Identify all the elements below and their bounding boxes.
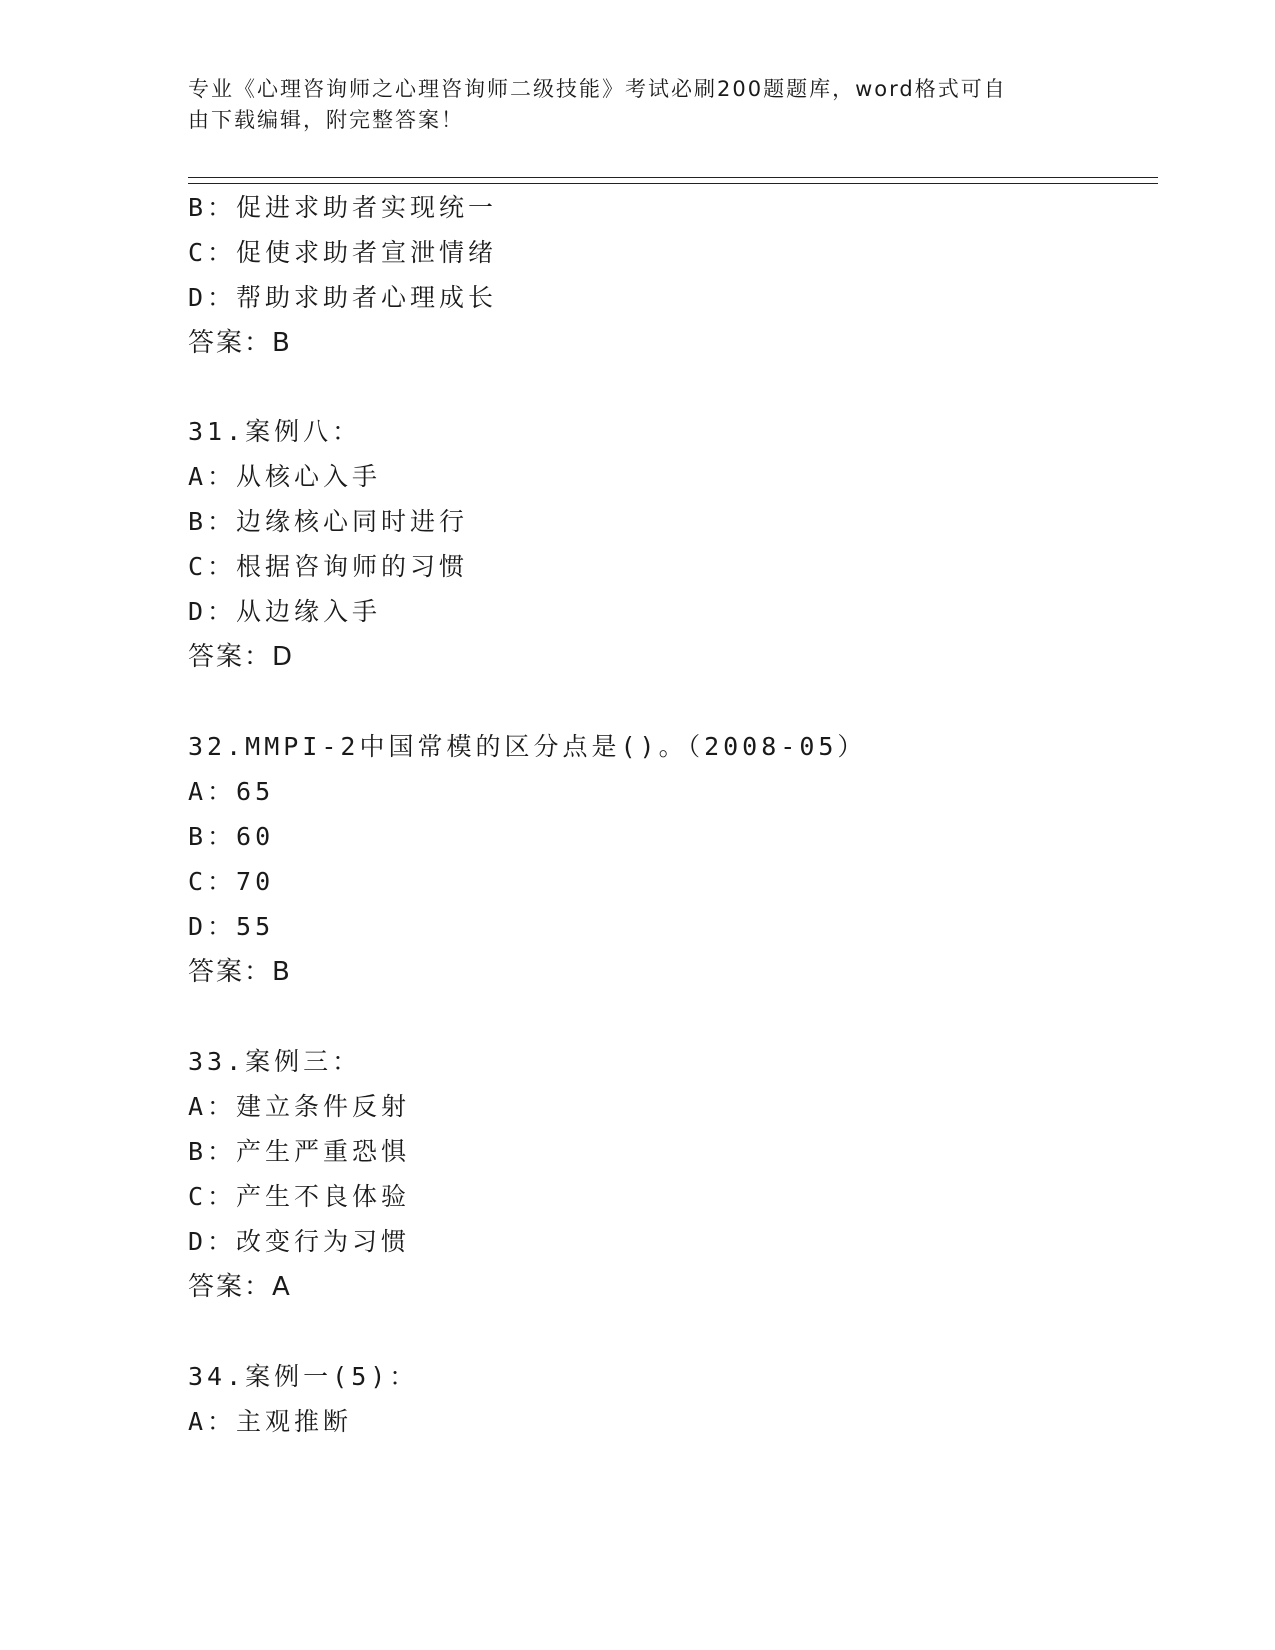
- option-c: C：根据咨询师的习惯: [188, 552, 469, 581]
- question-title: 32.MMPI-2中国常模的区分点是()。（2008-05）: [188, 732, 867, 761]
- option-c: C：产生不良体验: [188, 1182, 411, 1211]
- answer-line: 答案：B: [188, 957, 292, 987]
- option-b: B：边缘核心同时进行: [188, 507, 469, 536]
- option-b: B：60: [188, 822, 275, 851]
- option-a: A：主观推断: [188, 1407, 353, 1436]
- question-title: 31.案例八：: [188, 417, 362, 446]
- option-a: A：65: [188, 777, 275, 806]
- option-d: D：帮助求助者心理成长: [188, 283, 498, 312]
- header-line-2: 由下载编辑，附完整答案！: [188, 108, 464, 132]
- option-d: D：改变行为习惯: [188, 1227, 411, 1256]
- question-title: 33.案例三：: [188, 1047, 362, 1076]
- option-b: B：促进求助者实现统一: [188, 193, 498, 222]
- option-d: D：55: [188, 912, 275, 941]
- option-c: C：70: [188, 867, 275, 896]
- option-a: A：从核心入手: [188, 462, 382, 491]
- document-header: [188, 74, 1088, 136]
- header-line-1: 专业《心理咨询师之心理咨询师二级技能》考试必刷200题题库，word格式可自: [188, 77, 1007, 101]
- option-d: D：从边缘入手: [188, 597, 382, 626]
- answer-line: 答案：B: [188, 328, 292, 358]
- answer-line: 答案：A: [188, 1272, 292, 1302]
- header-divider-top: [188, 177, 1158, 178]
- option-c: C：促使求助者宣泄情绪: [188, 238, 498, 267]
- option-b: B：产生严重恐惧: [188, 1137, 411, 1166]
- option-a: A：建立条件反射: [188, 1092, 411, 1121]
- header-divider-bottom: [188, 183, 1158, 184]
- question-title: 34.案例一(5)：: [188, 1362, 419, 1391]
- answer-line: 答案：D: [188, 642, 295, 672]
